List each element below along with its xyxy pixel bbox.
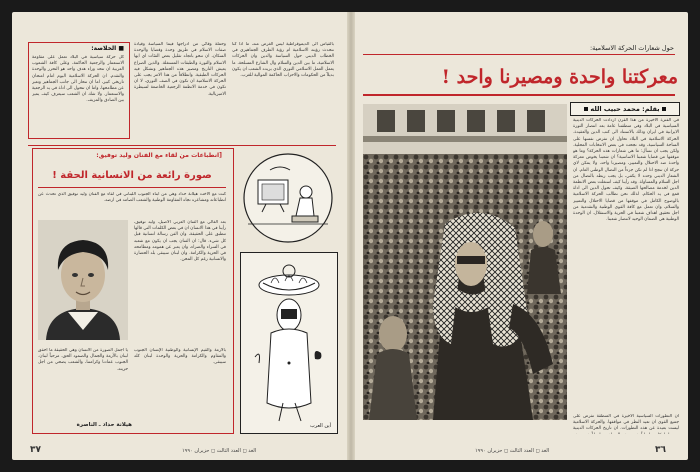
left-page-number: ٣٧ bbox=[30, 445, 41, 455]
conclusion-label: ■ الخلاصة: bbox=[91, 45, 124, 52]
right-page-number: ٣٦ bbox=[655, 445, 666, 455]
left-column-2: وحملة وقائي من ادراجها فيما السياسة وقيادة صفات الاسلام في طريق وحدة وقضايا والوحدة السكان، ان تنحو باتجاه تقليل بعض الفئات اي ايها الاسلام والثورة والطبقات المستغلة. والذين الصراع يعيش التاريخ ومصير هذه الجماهير وتشكل فيه الحركات الطبقية. وانطلاقاً من هذا الامر يجب على الحركة الاسلامية ان تكون في الصف الثوري، لا ان تكون في خدمة الانظمة الرجعية الخاضعة لسيطرة الامبريالية. bbox=[134, 42, 226, 97]
headline-rule bbox=[363, 94, 675, 96]
left-column-3: بالقياس الى الديموقراطية ليس الغرض منه، ما اذا كنا نتحدث رؤيته الاسلامية ام رؤية الطرف الجماهيري في الخطاب الديني حول السياسة والدين وان الحركات الاسلامية، ما بين الدين والسلام وال الشارع المسلحة، ما يعمل العمل الاسلامي الثوري الذي يريده الشعب ان يكون بديلاً من الحكومات والاحزاب الحاكمة الموالية للغرب. bbox=[232, 42, 334, 79]
interview-intro: كنت مع الأخت هيلانة حداد وهي من ابناء الجنوب اللبناني في لقاء مع الفنان وليد توفيق الذي تحدث عن انطباعاته ومشاعره تجاه المقاومة الوطنية والشعب الصامد في ارضه. bbox=[38, 192, 226, 204]
right-footer: الغد ◻ العدد الثالث ◻ حزيران ١٩٩٠ bbox=[475, 448, 550, 454]
cartoon-figure bbox=[240, 252, 338, 434]
interview-header: [انطباعات من لقاء مع الفنان وليد توفيق: bbox=[96, 152, 222, 159]
cartoon-tv bbox=[240, 150, 336, 246]
interview-text-left2: بالأرمة والقيم الإنسانية والوطنية الإنسان الجنوب والمقاوم والكرامة والحرية والوحدة لبنان كله سيبقى. bbox=[134, 348, 226, 366]
crowd-photo bbox=[363, 104, 567, 420]
magazine-spread bbox=[12, 12, 688, 460]
page-gutter bbox=[347, 12, 355, 460]
crowd-illustration bbox=[363, 104, 567, 420]
left-page bbox=[12, 12, 347, 460]
section-divider bbox=[28, 145, 336, 146]
section-label-rule bbox=[363, 54, 675, 55]
author-signature: هيلانة حداد ـ الناصرة bbox=[76, 422, 132, 428]
interview-title: صورة رائعة من الانسانية الحقة ! bbox=[52, 170, 212, 181]
byline-box bbox=[570, 102, 680, 116]
headline: معركتنا واحدة ومصيرنا واحد ! bbox=[441, 66, 678, 88]
tv-cartoon-illustration bbox=[240, 150, 336, 246]
article-column-2: ان التطورات السياسية الاخيرة في المنطقة تفرض على جميع القوى ان تعيد النظر في مواقفها. والحركة الاسلامية ليست بعيدة عن هذه التطورات. ان تاريخ الحركات الدينية bbox=[573, 414, 679, 432]
right-page bbox=[355, 12, 688, 460]
article-column-1: في الفترة الأخيرة من هذا القرن ازدادت الحركات الدينية السياسية في البلاد وفي منطقتنا عامة بعد انتصار الثورة الايرانية في ايران وذلك بالاستناد الى كتب الدين والعقيدة. الحركة الاسلامية في البلاد تحاول ان تفرض نفسها على الساحة السياسية، وقد نجحت في بعض الانتخابات المحلية. ولكن يجب ان نسأل: ما هي شعارات هذه الحركة؟ وما هو موقفها من قضايا شعبنا الاساسية؟ ان شعبنا يخوض معركة واحدة ضد الاحتلال والتمييز، ومصيرنا واحد، ولا يمكن لاي حركة ان تنجح اذا لم تكن جزءاً من النضال الوطني العام. ان الشعار الديني وحده لا يكفي، بل يجب ربطه بالنضال من اجل السلام والمساواة. وقد رأينا كيف استغلت بعض الانظمة الدين لخدمة مصالحها الضيقة، وكيف تحول الدين الى اداة قمع في يد الحكام. لذلك نحن نطالب الحركة الاسلامية بالوضوح الكامل في موقفها من قضايا الاحتلال والتمييز والسلام، وان تعمل مع كافة القوى الوطنية والتقدمية من اجل تحقيق اهداف شعبنا في الحرية والاستقلال. ان الوحدة الوطنية هي الضمان الوحيد لانتصار شعبنا. bbox=[573, 118, 679, 223]
left-footer: الغد ◻ العدد الثالث ◻ حزيران ١٩٩٠ bbox=[182, 448, 257, 454]
byline-bullet-right bbox=[662, 107, 666, 111]
figure-cartoon-illustration bbox=[241, 253, 337, 433]
section-label: حول شعارات الحركة الاسلامية: bbox=[589, 44, 674, 52]
cartoon-caption: أين العرب bbox=[310, 423, 331, 429]
byline: بقلم: محمد حبيب الله bbox=[590, 105, 660, 113]
interview-text-left: يا اجمل الصورة من الانسان وهي الحقيقة ما احقق لبنان بالأرمة والجمال والصمود الحق، مرحباً لبنان. الجنوب عمادنا وكرامتنا، والشعب يضحي من اجل حريته. bbox=[38, 348, 128, 372]
interview-box bbox=[32, 148, 234, 434]
conclusion-text: كل حركة سياسية في البلاد تعمل على مقاومة الاستعمار والرجعية الحاكمة، وعلى كافة الشعوب العربية ان تتحد وراء هدف واحد هو التحرر والوحدة والتقدم. ان الحركة الاسلامية اليوم امام امتحان تاريخي كبير، اما ان تنحاز الى جانب الجماهير وتعبر عن مطامحها، واما ان تتحول الى اداة في يد الرجعية والاستعمار. ولا شك ان الشعب سيعرف كيف يميز بين الصادق والمزيف. bbox=[32, 55, 124, 104]
byline-bullet-left bbox=[584, 107, 588, 111]
interview-text-right: بعد الغالي مع الفنان العربي الاصيل، وليد توفيق، رأينا في هذا الانسان ان في بعض الكلمات التي قالها تنطبق على الحقيقة، وان الفن رسالة انسانية قبل كل شيء. قال: ان الفنان يجب ان يكون مع شعبه في السراء والضراء، وان يعبر عن همومه ومطامحه في الحرية والكرامة. وان لبنان سيبقى بلد الحضارة والانسانية رغم كل المحن. bbox=[134, 220, 226, 263]
